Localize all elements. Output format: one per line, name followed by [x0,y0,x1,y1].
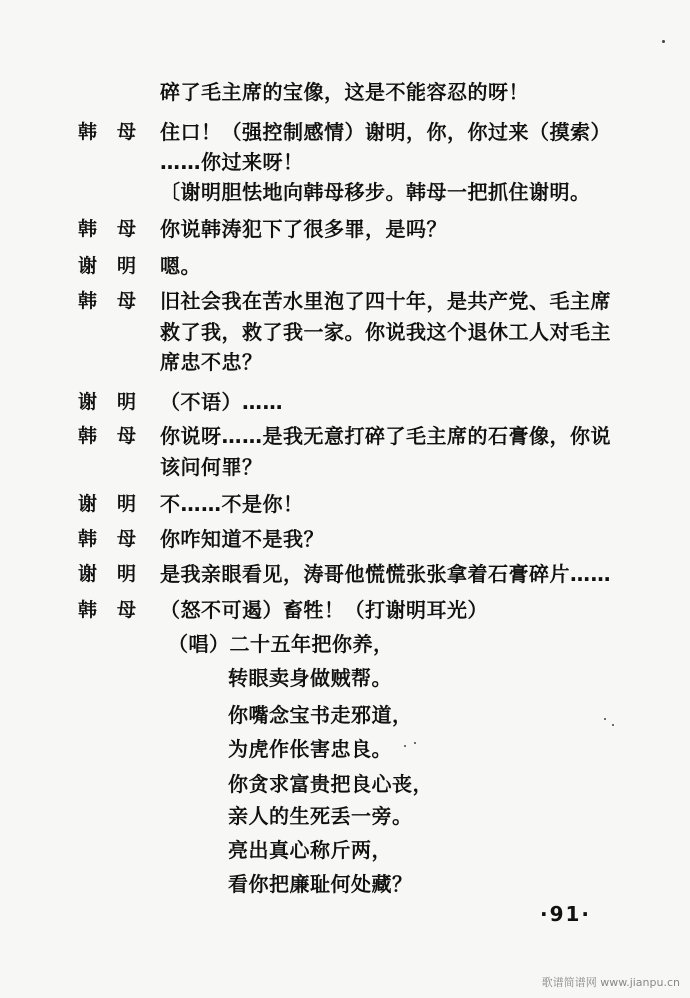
verse-line: 亮出真心称斤两， [228,838,392,862]
dialogue-line: 不……不是你！ [160,492,304,516]
speaker-name: 谢明 [78,493,157,515]
speaker-name: 韩母 [78,218,157,240]
verse-line: 你嘴念宝书走邪道， [228,703,413,727]
speaker-name: 韩母 [78,121,157,143]
dialogue-line: 救了我，救了我一家。你说我这个退休工人对毛主 [160,320,611,344]
speaker-name: 韩母 [78,425,157,447]
dialogue-line: 是我亲眼看见，涛哥他慌慌张张拿着石膏碎片…… [160,562,611,586]
dialogue-line: 你咋知道不是我？ [160,527,324,551]
dialogue-line: 住口！（强控制感情）谢明，你，你过来（摸索） [160,120,611,144]
page-number: ·91· [540,902,592,926]
verse-line: 转眼卖身做贼帮。 [228,666,392,690]
dialogue-line: 席忠不忠？ [160,350,263,374]
scan-speck [414,742,416,744]
scan-speck [662,40,665,43]
song-opening-line: （唱）二十五年把你养， [168,632,394,656]
dialogue-line: 你说呀……是我无意打碎了毛主席的石膏像，你说 [160,424,611,448]
scan-speck [612,724,614,726]
verse-line: 为虎作伥害忠良。 [228,737,392,761]
speaker-name: 谢明 [78,255,157,277]
dialogue-line: （不语）…… [160,390,283,414]
verse-line: 看你把廉耻何处藏？ [228,872,413,896]
dialogue-line: 嗯。 [160,254,201,278]
scan-speck [404,745,406,747]
verse-line: 亲人的生死丢一旁。 [228,804,413,828]
verse-line: 你贪求富贵把良心丧， [228,772,433,796]
watermark: 歌谱简谱网 www.jianpu.cn [541,976,680,989]
speaker-name: 谢明 [78,563,157,585]
stage-direction: 〔谢明胆怯地向韩母移步。韩母一把抓住谢明。 [160,180,591,204]
speaker-name: 谢明 [78,391,157,413]
dialogue-line: 旧社会我在苦水里泡了四十年，是共产党、毛主席 [160,289,611,313]
speaker-name: 韩母 [78,599,157,621]
dialogue-line: 你说韩涛犯下了很多罪，是吗？ [160,217,447,241]
scan-speck [604,718,606,720]
dialogue-line: 碎了毛主席的宝像，这是不能容忍的呀！ [160,80,529,104]
dialogue-line: 该问何罪？ [160,455,263,479]
dialogue-line: ……你过来呀！ [160,150,304,174]
dialogue-line: （怒不可遏）畜牲！（打谢明耳光） [160,598,488,622]
speaker-name: 韩母 [78,290,157,312]
speaker-name: 韩母 [78,528,157,550]
